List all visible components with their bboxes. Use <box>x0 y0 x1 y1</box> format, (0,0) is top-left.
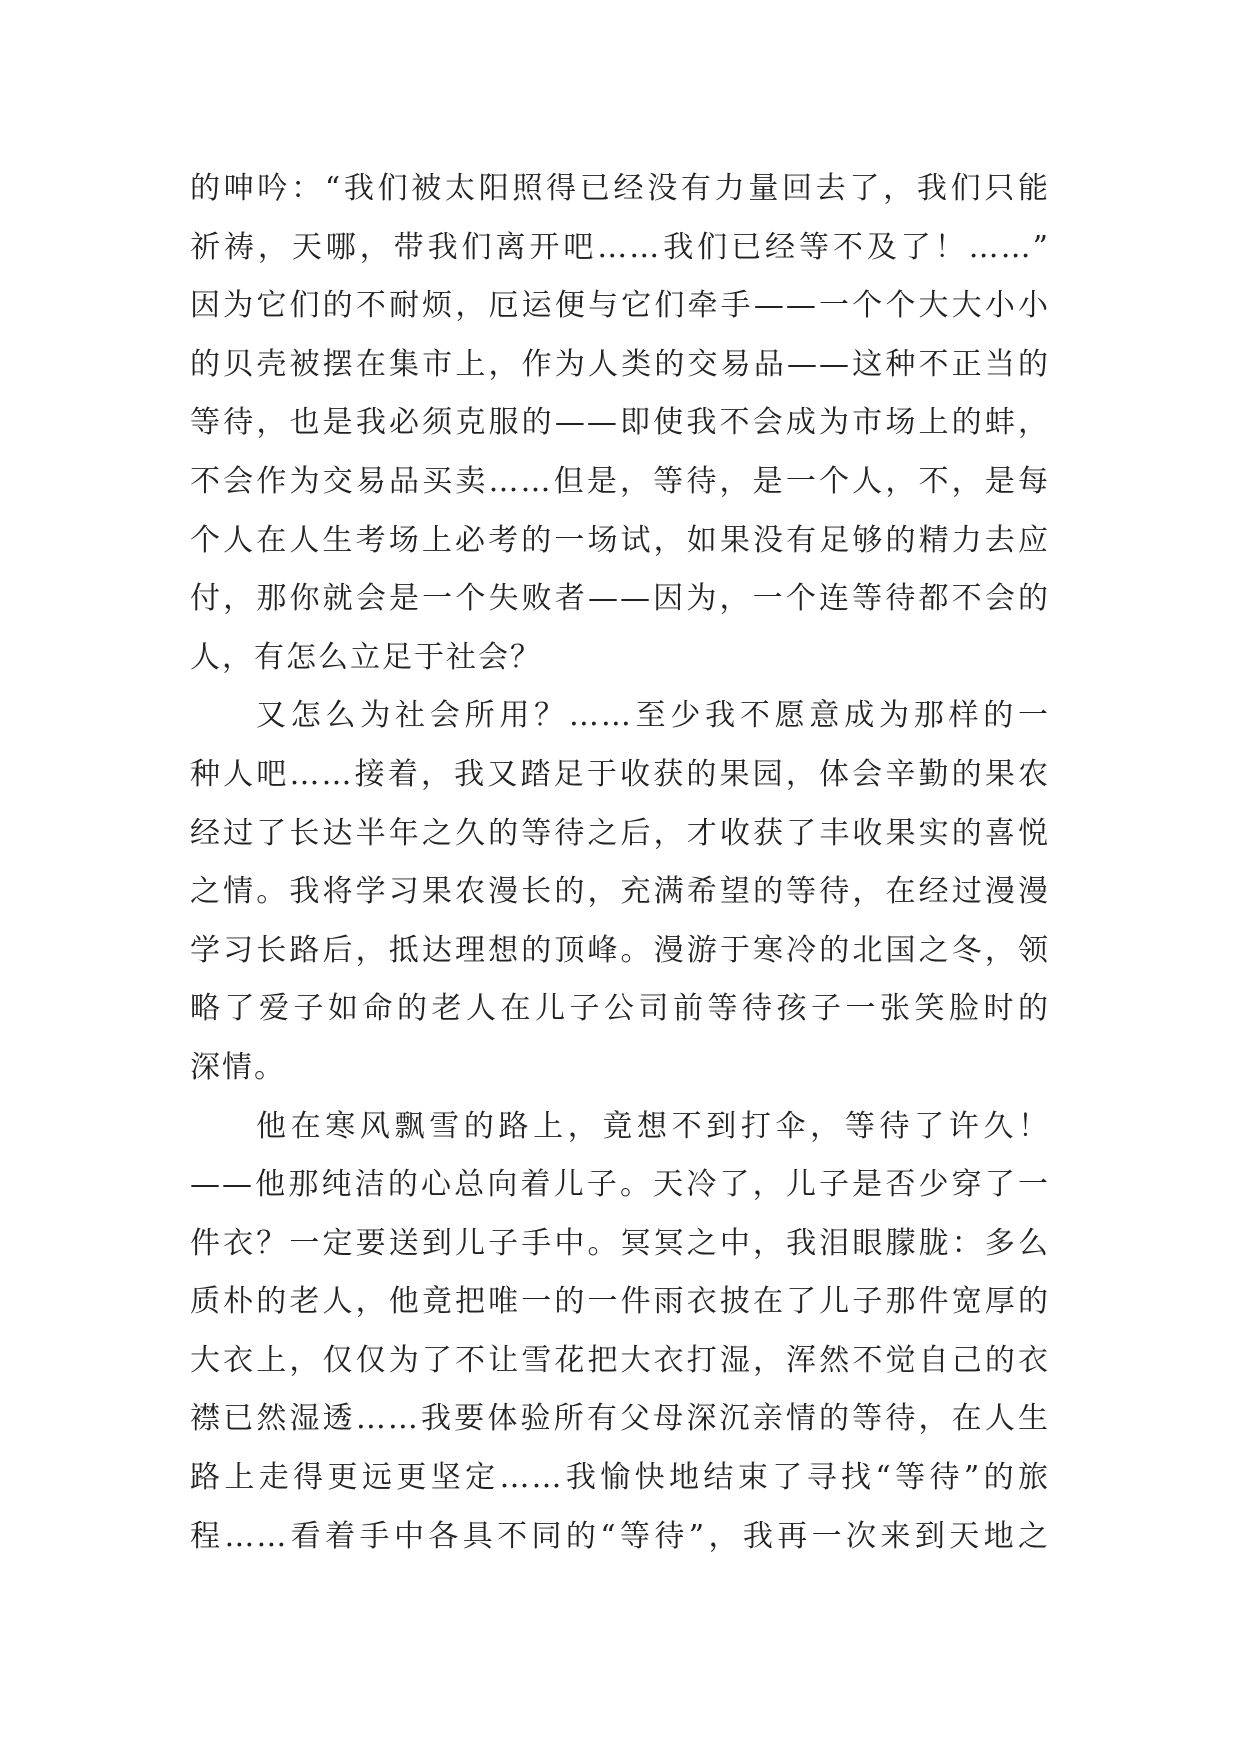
text-line: 个人在人生考场上必考的一场试，如果没有足够的精力去应 <box>190 522 1050 558</box>
text-line: 付，那你就会是一个失败者——因为，一个连等待都不会的 <box>190 581 1050 617</box>
paragraph-first-line: 又怎么为社会所用？……至少我不愿意成为那样的一 <box>256 698 1050 734</box>
text-line: 不会作为交易品买卖……但是，等待，是一个人，不，是每 <box>190 463 1050 499</box>
text-line: 深情。 <box>190 1049 286 1085</box>
text-line: 因为它们的不耐烦，厄运便与它们牵手——一个个大大小小 <box>190 288 1050 324</box>
text-line: 的呻吟：“我们被太阳照得已经没有力量回去了，我们只能 <box>190 171 1050 206</box>
text-line: 质朴的老人，他竟把唯一的一件雨衣披在了儿子那件宽厚的 <box>190 1284 1050 1320</box>
essay-text <box>190 160 1050 1566</box>
text-line: 件衣？一定要送到儿子手中。冥冥之中，我泪眼朦胧：多么 <box>190 1225 1050 1261</box>
text-line: 种人吧……接着，我又踏足于收获的果园，体会辛勤的果农 <box>190 756 1050 792</box>
text-line: 学习长路后，抵达理想的顶峰。漫游于寒冷的北国之冬，领 <box>190 932 1050 968</box>
text-line: 略了爱子如命的老人在儿子公司前等待孩子一张笑脸时的 <box>190 991 1050 1027</box>
text-line: 襟已然湿透……我要体验所有父母深沉亲情的等待，在人生 <box>190 1401 1050 1437</box>
paragraph-first-line: 他在寒风飘雪的路上，竟想不到打伞，等待了许久！ <box>256 1108 1050 1144</box>
text-line: 祈祷，天哪，带我们离开吧……我们已经等不及了！……” <box>190 229 1050 265</box>
text-line: 程……看着手中各具不同的“等待”，我再一次来到天地之 <box>190 1518 1050 1554</box>
text-line: 等待，也是我必须克服的——即使我不会成为市场上的蚌， <box>190 405 1050 441</box>
text-line: ——他那纯洁的心总向着儿子。天冷了，儿子是否少穿了一 <box>190 1167 1050 1203</box>
text-line: 人，有怎么立足于社会？ <box>190 639 542 675</box>
text-line: 经过了长达半年之久的等待之后，才收获了丰收果实的喜悦 <box>190 815 1050 851</box>
text-line: 大衣上，仅仅为了不让雪花把大衣打湿，浑然不觉自己的衣 <box>190 1342 1050 1378</box>
text-line: 之情。我将学习果农漫长的，充满希望的等待，在经过漫漫 <box>190 874 1050 910</box>
text-line: 路上走得更远更坚定……我愉快地结束了寻找“等待”的旅 <box>190 1460 1050 1496</box>
text-line: 的贝壳被摆在集市上，作为人类的交易品——这种不正当的 <box>190 346 1050 382</box>
